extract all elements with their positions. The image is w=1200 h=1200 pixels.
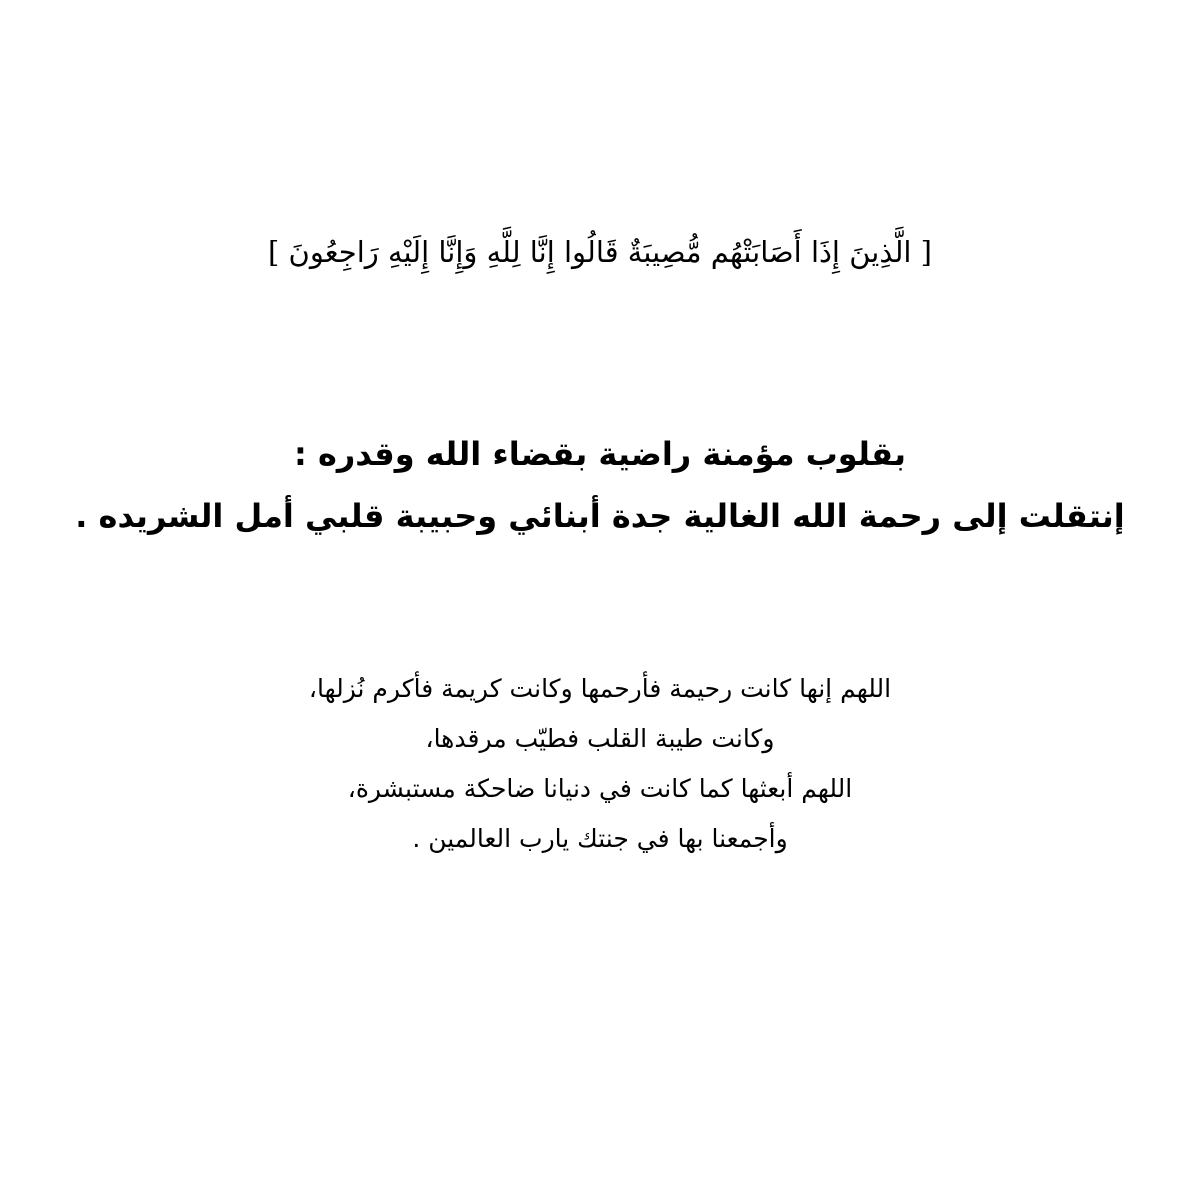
prayer-line-3: اللهم أبعثها كما كانت في دنيانا ضاحكة مستبشرة، xyxy=(347,774,853,803)
prayer-text xyxy=(0,664,1200,864)
prayer-line-4: وأجمعنا بها في جنتك يارب العالمين . xyxy=(412,824,788,853)
announcement-line-1: بقلوب مؤمنة راضية بقضاء الله وقدره : xyxy=(294,435,906,473)
announcement-line-2: إنتقلت إلى رحمة الله الغالية جدة أبنائي وحبيبة قلبي أمل الشريده . xyxy=(75,497,1125,535)
prayer-line-1: اللهم إنها كانت رحيمة فأرحمها وكانت كريمة فأكرم نُزلها، xyxy=(308,674,892,703)
death-announcement xyxy=(0,423,1200,547)
prayer-line-2: وكانت طيبة القلب فطيّب مرقدها، xyxy=(425,724,775,753)
quran-verse: [ الَّذِينَ إِذَا أَصَابَتْهُم مُّصِيبَةٌ قَالُوا إِنَّا لِلَّهِ وَإِنَّا إِلَيْهِ رَاجِعُونَ ] xyxy=(268,235,932,269)
